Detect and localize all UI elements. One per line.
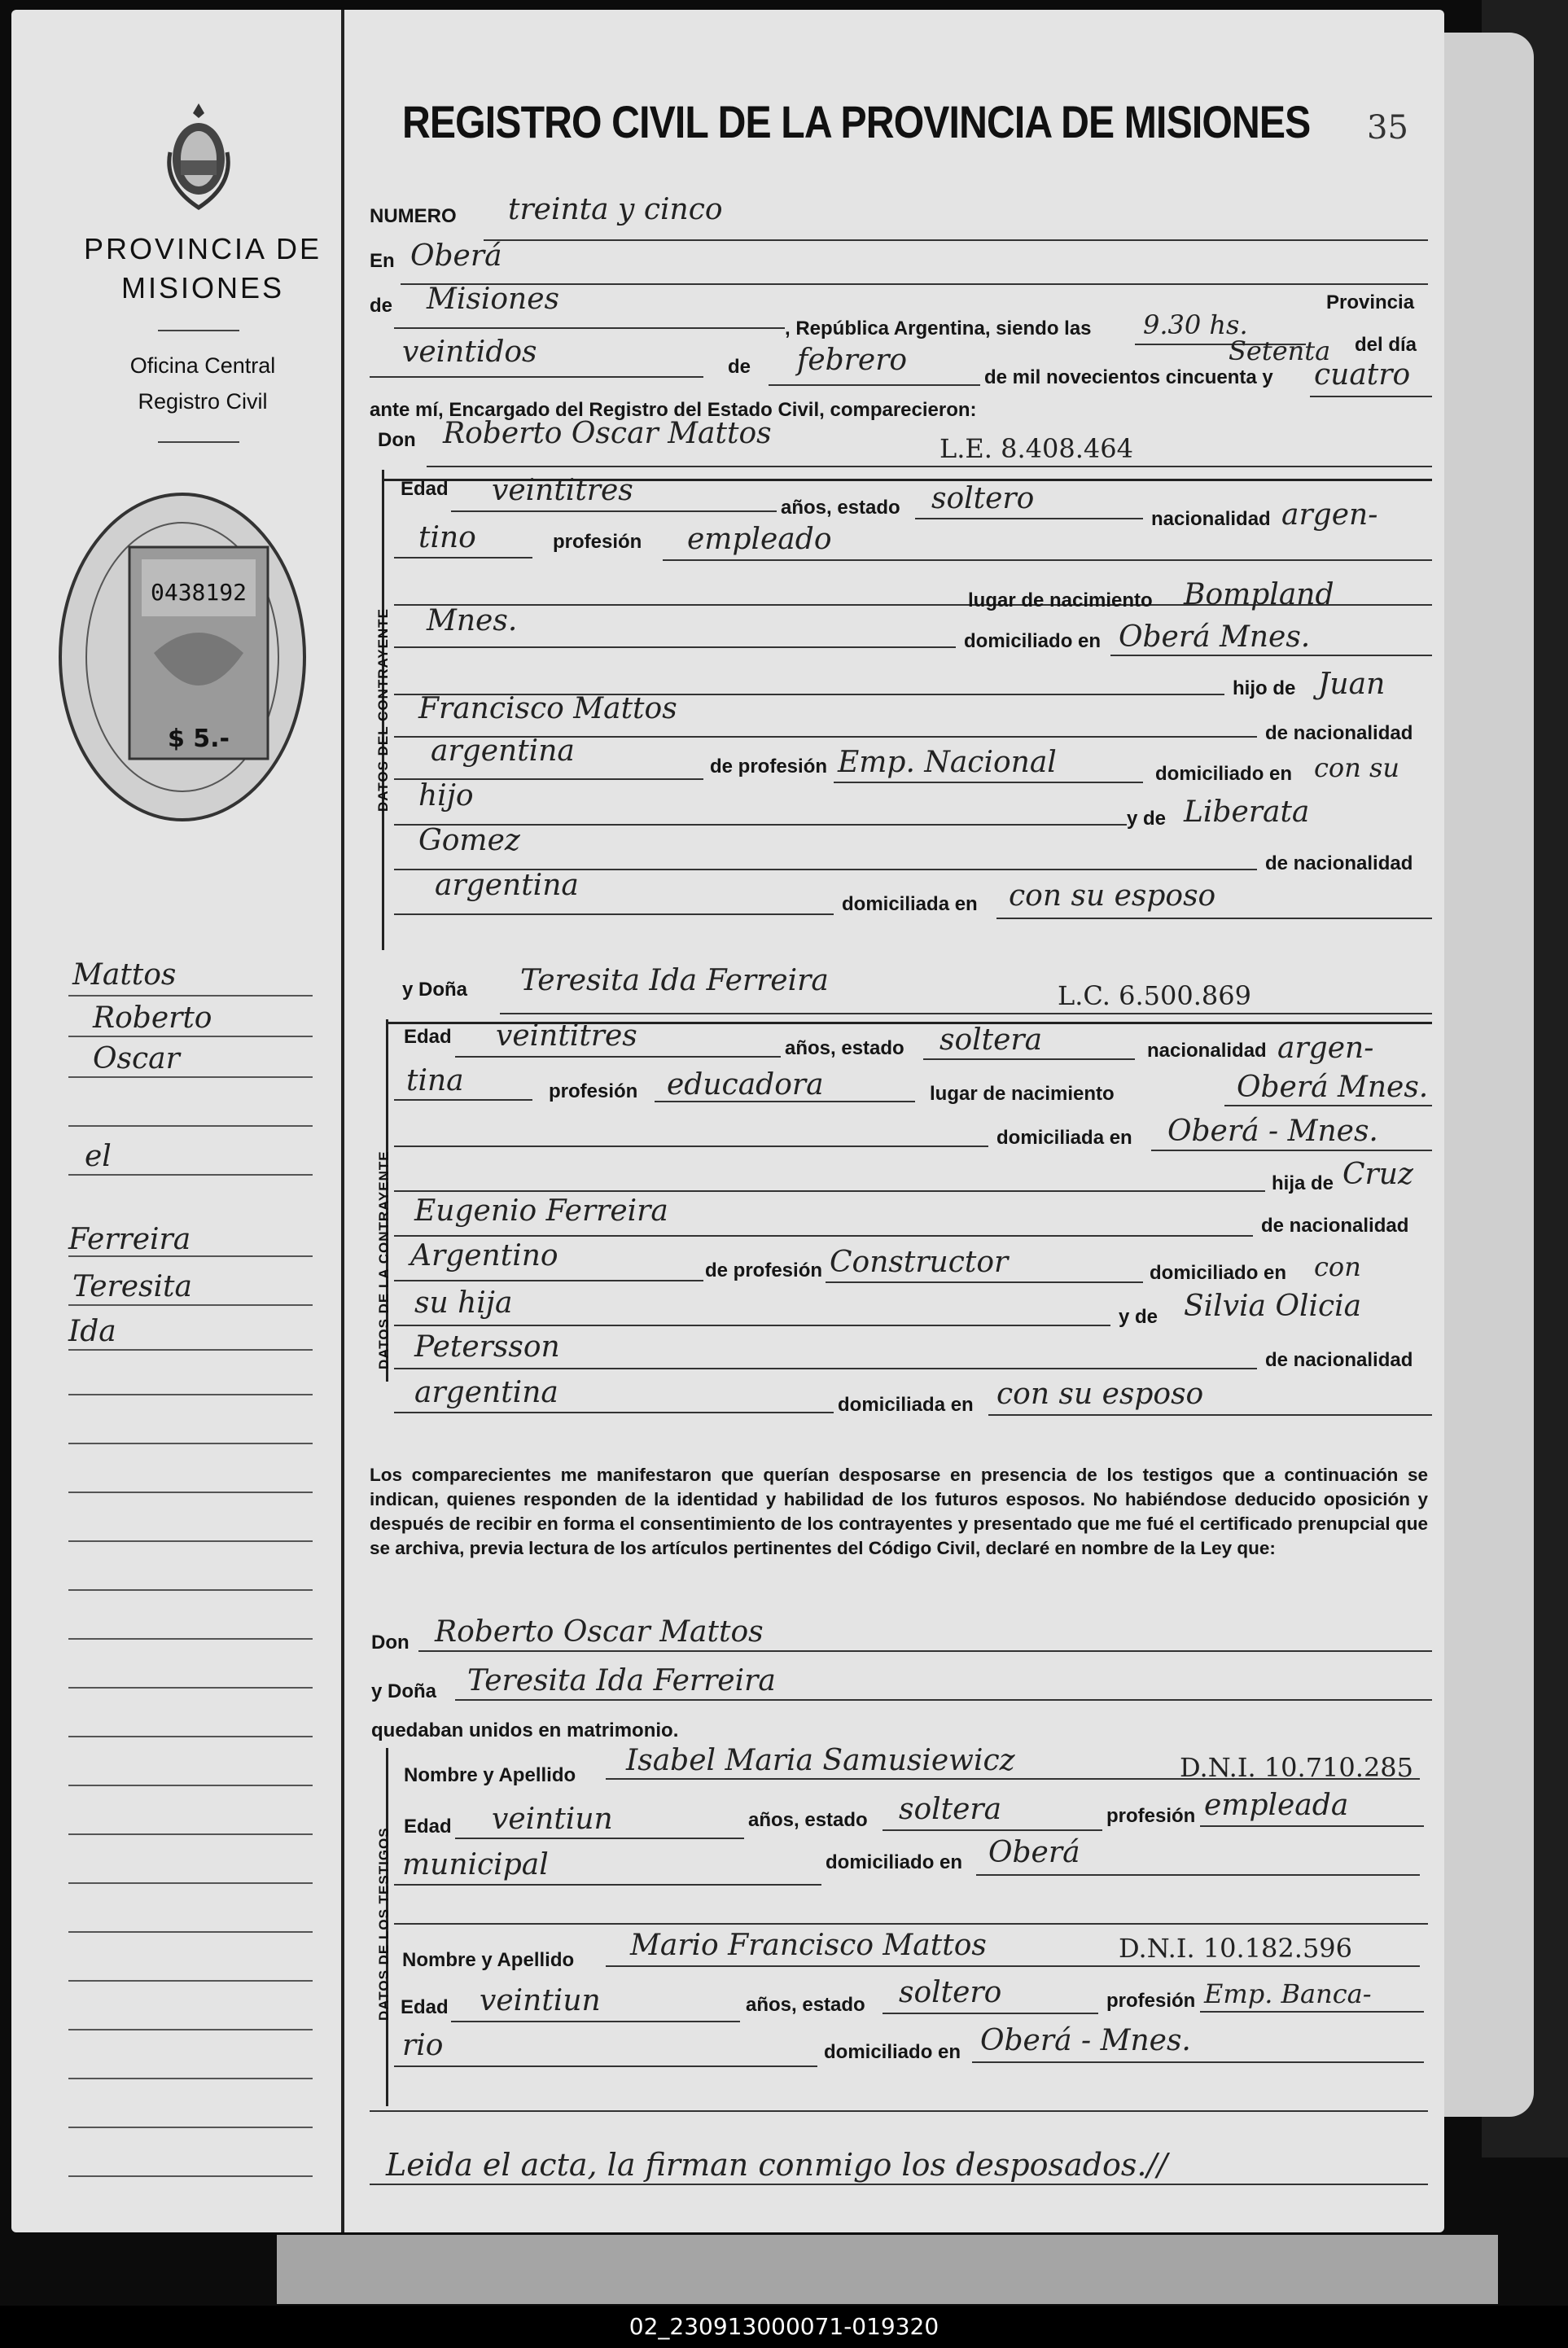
time-value: 9.30 hs. — [1143, 309, 1248, 340]
register-page — [11, 10, 1444, 2232]
w1-prof-1: empleada — [1204, 1789, 1349, 1822]
scan-background — [277, 2235, 1498, 2304]
bride-estado-value: soltera — [939, 1023, 1043, 1057]
scan-file-caption: 02_230913000071-019320 — [0, 2306, 1568, 2348]
bride-de-nac-label: de nacionalidad — [1261, 1215, 1409, 1237]
declaration-text: Los comparecientes me manifestaron que querían desposarse en presencia de los testigos que a continuación se indican, quienes responden de la identidad y habilidad de los futuros esposos. No habiéndose deducido oposición y después de recibir en forma el consentimiento de los contrayentes y presentado que me fué el certificado prenupcial que se archiva, previa lectura de los artículos pertinentes del Código Civil, declaré en nombre de la Ley que: — [370, 1465, 1428, 1558]
page-title: REGISTRO CIVIL DE LA PROVINCIA DE MISIONES — [402, 96, 1311, 147]
groom-hijo-label: hijo de — [1233, 677, 1296, 699]
groom-nac-value-1: argen- — [1281, 498, 1378, 532]
page-number: 35 — [1367, 109, 1408, 147]
ante-label: ante mí, Encargado del Registro del Estado Civil, comparecieron: — [370, 399, 977, 421]
del-dia-label: del día — [1355, 334, 1417, 356]
bride-father-prof: Constructor — [830, 1246, 1009, 1279]
bride-anos-label: años, estado — [785, 1037, 904, 1059]
numero-label: NUMERO — [370, 205, 457, 227]
groom-father-prof: Emp. Nacional — [838, 746, 1057, 779]
month-value: febrero — [797, 344, 908, 377]
groom-estado-value: soltero — [931, 482, 1035, 515]
bride-mother-1: Silvia Olicia — [1184, 1290, 1362, 1323]
fiscal-stamp-icon — [56, 490, 309, 824]
provincia-label: Provincia — [1326, 291, 1415, 313]
margin-name-teresita: Teresita — [72, 1270, 192, 1303]
bride-y-dona-label: y Doña — [402, 979, 468, 1001]
groom-nac-label: nacionalidad — [1151, 508, 1271, 530]
bride-mother-2: Petersson — [414, 1330, 560, 1364]
bride-mother-nac: argentina — [414, 1376, 558, 1409]
divider — [158, 330, 239, 331]
bride-father-1: Cruz — [1342, 1158, 1413, 1191]
w1-name: Isabel Maria Samusiewicz — [626, 1744, 1015, 1777]
decl-don-value: Roberto Oscar Mattos — [435, 1615, 764, 1649]
office-line-2: Registro Civil — [138, 389, 268, 414]
groom-de-prof-label: de profesión — [710, 756, 828, 778]
republica-label: , República Argentina, siendo las — [785, 318, 1092, 339]
w1-domic-value: Oberá — [988, 1836, 1080, 1869]
province-line-1: PROVINCIA DE — [83, 232, 322, 265]
bride-de-nac2-label: de nacionalidad — [1265, 1349, 1413, 1371]
w2-edad-value: veintiun — [480, 1984, 601, 2017]
margin-name-roberto: Roberto — [93, 1001, 212, 1035]
bride-father-nac: Argentino — [410, 1239, 558, 1273]
w1-domic-label: domiciliado en — [826, 1851, 963, 1873]
groom-name: Roberto Oscar Mattos — [443, 417, 772, 450]
decl-don-label: Don — [371, 1632, 410, 1654]
stamp-value: $ 5.- — [167, 725, 230, 753]
day-value: veintidos — [402, 335, 537, 369]
groom-father-domic-1: con su — [1314, 752, 1399, 783]
groom-id: L.E. 8.408.464 — [939, 433, 1133, 464]
groom-father-nac: argentina — [431, 734, 575, 768]
groom-section-label: DATOS DEL CONTRAYENTE — [375, 608, 391, 812]
groom-father-2: Francisco Mattos — [418, 692, 677, 725]
groom-father-domic-2: hijo — [418, 779, 474, 813]
w2-domic-label: domiciliado en — [824, 2041, 961, 2063]
don-label: Don — [378, 429, 416, 451]
numero-value: treinta y cinco — [508, 193, 723, 226]
bride-father-domic-2: su hija — [414, 1286, 513, 1320]
w2-estado-value: soltero — [899, 1976, 1002, 2009]
w1-anos-label: años, estado — [748, 1809, 868, 1831]
bride-father-2: Eugenio Ferreira — [414, 1194, 668, 1228]
bride-hija-label: hija de — [1272, 1172, 1334, 1194]
margin-name-oscar: Oscar — [93, 1042, 180, 1075]
w2-prof-1: Emp. Banca- — [1204, 1978, 1372, 2009]
w1-profesion-label: profesión — [1106, 1805, 1196, 1827]
w1-edad-label: Edad — [404, 1816, 452, 1838]
bride-id: L.C. 6.500.869 — [1058, 980, 1251, 1011]
w2-name: Mario Francisco Mattos — [630, 1929, 987, 1962]
bride-nac-label: nacionalidad — [1147, 1040, 1267, 1062]
bride-lugar-label: lugar de nacimiento — [930, 1083, 1115, 1105]
margin-name-ida: Ida — [68, 1315, 116, 1348]
year-value: cuatro — [1314, 358, 1411, 392]
margin-name-el: el — [85, 1140, 112, 1173]
decl-dona-label: y Doña — [371, 1680, 437, 1702]
margin-divider — [341, 10, 344, 2232]
bride-profesion-value: educadora — [667, 1068, 824, 1102]
decl-dona-value: Teresita Ida Ferreira — [467, 1664, 776, 1697]
groom-anos-label: años, estado — [781, 497, 900, 519]
bride-y-de-label: y de — [1119, 1306, 1158, 1328]
w2-domic-value: Oberá - Mnes. — [980, 2024, 1191, 2057]
de-value: Misiones — [427, 283, 560, 316]
groom-domic2-label: domiciliado en — [1155, 763, 1293, 785]
bride-name: Teresita Ida Ferreira — [520, 964, 829, 997]
province-line-2: MISIONES — [120, 271, 285, 304]
bride-father-domic-1: con — [1314, 1251, 1361, 1282]
bride-nac-value-2: tina — [406, 1064, 464, 1097]
groom-mother-1: Liberata — [1184, 795, 1310, 829]
office-line-1: Oficina Central — [129, 353, 276, 378]
w2-id: D.N.I. 10.182.596 — [1119, 1933, 1353, 1964]
groom-nac-value-2: tino — [418, 521, 476, 554]
year-correction: Setenta — [1229, 335, 1331, 366]
de2-label: de — [728, 356, 751, 378]
book-page-edge — [1444, 33, 1534, 2117]
groom-edad-label: Edad — [401, 478, 449, 500]
bride-mother-domic: con su esposo — [996, 1378, 1204, 1411]
groom-lugar-label: lugar de nacimiento — [968, 589, 1153, 611]
groom-mother-domic: con su esposo — [1009, 879, 1216, 913]
groom-y-de-label: y de — [1127, 808, 1167, 830]
bride-domiciliada-label: domiciliada en — [838, 1394, 974, 1416]
bride-domic-value: Oberá - Mnes. — [1167, 1115, 1378, 1148]
stamp-number: 0438192 — [150, 579, 247, 606]
w1-edad-value: veintiun — [492, 1803, 613, 1836]
groom-mother-nac: argentina — [435, 869, 579, 902]
de-label: de — [370, 295, 393, 317]
en-value: Oberá — [410, 239, 502, 273]
groom-mother-2: Gomez — [418, 824, 520, 857]
groom-domiciliada-label: domiciliada en — [842, 893, 978, 915]
w2-edad-label: Edad — [401, 1996, 449, 2018]
bride-section-label: DATOS DE LA CONTRAYENTE — [376, 1150, 392, 1369]
bride-edad-label: Edad — [404, 1026, 452, 1048]
divider — [158, 441, 239, 443]
w2-nombre-label: Nombre y Apellido — [402, 1949, 575, 1971]
closing-text: Leida el acta, la firman conmigo los desposados.// — [386, 2147, 1168, 2183]
bride-domic2-label: domiciliado en — [1150, 1262, 1287, 1284]
margin-name-mattos: Mattos — [72, 958, 177, 992]
w1-id: D.N.I. 10.710.285 — [1180, 1752, 1414, 1783]
coat-of-arms-icon — [162, 95, 235, 217]
w1-prof-2: municipal — [402, 1848, 549, 1881]
bride-nac-value-1: argen- — [1277, 1032, 1374, 1065]
w2-prof-2: rio — [402, 2029, 444, 2062]
mil-label: de mil novecientos cincuenta y — [984, 366, 1273, 388]
bride-domic-label: domiciliada en — [996, 1127, 1132, 1149]
w2-anos-label: años, estado — [746, 1994, 865, 2016]
groom-edad-value: veintitres — [492, 474, 633, 507]
groom-father-1: Juan — [1318, 668, 1386, 701]
bride-de-prof-label: de profesión — [705, 1259, 823, 1281]
groom-de-nac2-label: de nacionalidad — [1265, 852, 1413, 874]
groom-de-nac-label: de nacionalidad — [1265, 722, 1413, 744]
w2-profesion-label: profesión — [1106, 1990, 1196, 2012]
groom-domic-label: domiciliado en — [964, 630, 1102, 652]
groom-lugar-value-2: Mnes. — [427, 604, 518, 637]
bride-lugar-value: Oberá Mnes. — [1237, 1071, 1429, 1104]
bride-profesion-label: profesión — [549, 1080, 638, 1102]
groom-profesion-label: profesión — [553, 531, 642, 553]
bride-edad-value: veintitres — [496, 1019, 637, 1053]
w1-nombre-label: Nombre y Apellido — [404, 1764, 576, 1786]
en-label: En — [370, 250, 395, 272]
witness-section-label: DATOS DE LOS TESTIGOS — [376, 1827, 392, 2021]
groom-profesion-value: empleado — [687, 523, 832, 556]
groom-lugar-value-1: Bompland — [1184, 578, 1334, 611]
decl-quedaban: quedaban unidos en matrimonio. — [371, 1719, 679, 1741]
w1-estado-value: soltera — [899, 1793, 1002, 1826]
groom-domic-value: Oberá Mnes. — [1119, 620, 1311, 654]
margin-name-ferreira: Ferreira — [68, 1223, 191, 1256]
